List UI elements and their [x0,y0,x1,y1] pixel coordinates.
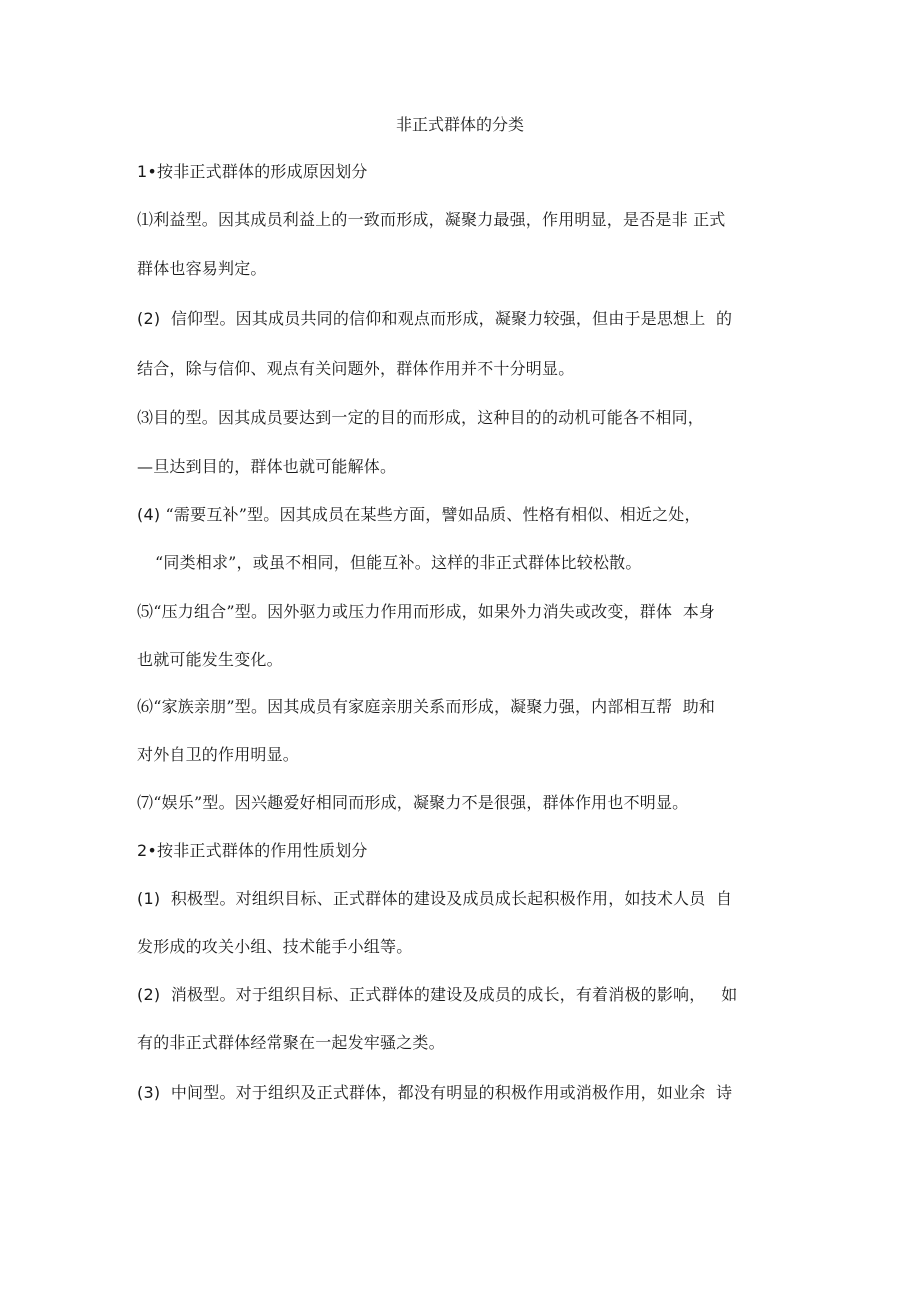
paragraph-line [137,208,726,232]
paragraph-line [137,1081,732,1105]
section-heading-text: 按非正式群体的形成原因划分 [157,162,368,181]
item-marker: (4) [137,505,161,524]
line-text: —旦达到目的，群体也就可能解体。 [137,457,397,476]
item-marker: ⑶ [137,408,154,427]
item-marker: ⑹ [137,697,154,716]
paragraph-line [137,257,267,281]
line-text: 利益型。因其成员利益上的一致而形成，凝聚力最强，作用明显，是否是非 正式 [153,210,726,229]
paragraph-line [137,791,688,815]
item-marker: (1) [137,889,161,908]
line-text: 信仰型。因其成员共同的信仰和观点而形成，凝聚力较强，但由于是思想上 的 [160,309,733,328]
line-text: “同类相求”，或虽不相同，但能互补。这样的非正式群体比较松散。 [155,553,642,572]
line-text: 有的非正式群体经常聚在一起发牢骚之类。 [137,1033,445,1052]
paragraph-line [137,600,715,624]
section-heading-2 [137,839,368,863]
line-text: 对外自卫的作用明显。 [137,745,300,764]
item-marker: (2) [137,309,161,328]
paragraph-line [137,406,704,430]
line-text: “家族亲朋”型。因其成员有家庭亲朋关系而形成，凝聚力强，内部相互帮 助和 [153,697,716,716]
line-text: “娱乐”型。因兴趣爱好相同而形成，凝聚力不是很强，群体作用也不明显。 [153,793,689,812]
paragraph-line [137,455,396,479]
paragraph-line [137,695,715,719]
line-text: “压力组合”型。因外驱力或压力作用而形成，如果外力消失或改变，群体 本身 [153,602,716,621]
paragraph-line [137,503,701,527]
paragraph-line [137,648,283,672]
section-number: 2• [137,841,158,860]
paragraph-line [137,743,299,767]
item-marker: (2) [137,985,161,1004]
item-marker: ⑸ [137,602,154,621]
line-text: 中间型。对于组织及正式群体，都没有明显的积极作用或消极作用，如业余 诗 [160,1083,733,1102]
paragraph-line [137,935,412,959]
paragraph-line [137,1031,445,1055]
paragraph-line [137,983,738,1007]
item-marker: ⑴ [137,210,154,229]
line-text: 目的型。因其成员要达到一定的目的而形成，这种目的的动机可能各不相同， [153,408,705,427]
line-text: 发形成的攻关小组、技术能手小组等。 [137,937,413,956]
section-heading-text: 按非正式群体的作用性质划分 [157,841,368,860]
line-text: 群体也容易判定。 [137,259,267,278]
section-number: 1• [137,162,158,181]
section-heading-1 [137,160,368,184]
line-text: 结合，除与信仰、观点有关问题外，群体作用并不十分明显。 [137,359,575,378]
paragraph-line [137,307,732,331]
paragraph-line [137,887,732,911]
item-marker: ⑺ [137,793,154,812]
page-title: 非正式群体的分类 [395,115,524,134]
line-text: 也就可能发生变化。 [137,650,283,669]
item-marker: (3) [137,1083,161,1102]
line-text: 积极型。对组织目标、正式群体的建设及成员成长起积极作用，如技术人员 自 [160,889,733,908]
paragraph-line [155,551,642,575]
line-text: “需要互补”型。因其成员在某些方面，譬如品质、性格有相似、相近之处， [160,505,701,524]
paragraph-line [137,357,574,381]
line-text: 消极型。对于组织目标、正式群体的建设及成员的成长，有着消极的影响， 如 [160,985,738,1004]
